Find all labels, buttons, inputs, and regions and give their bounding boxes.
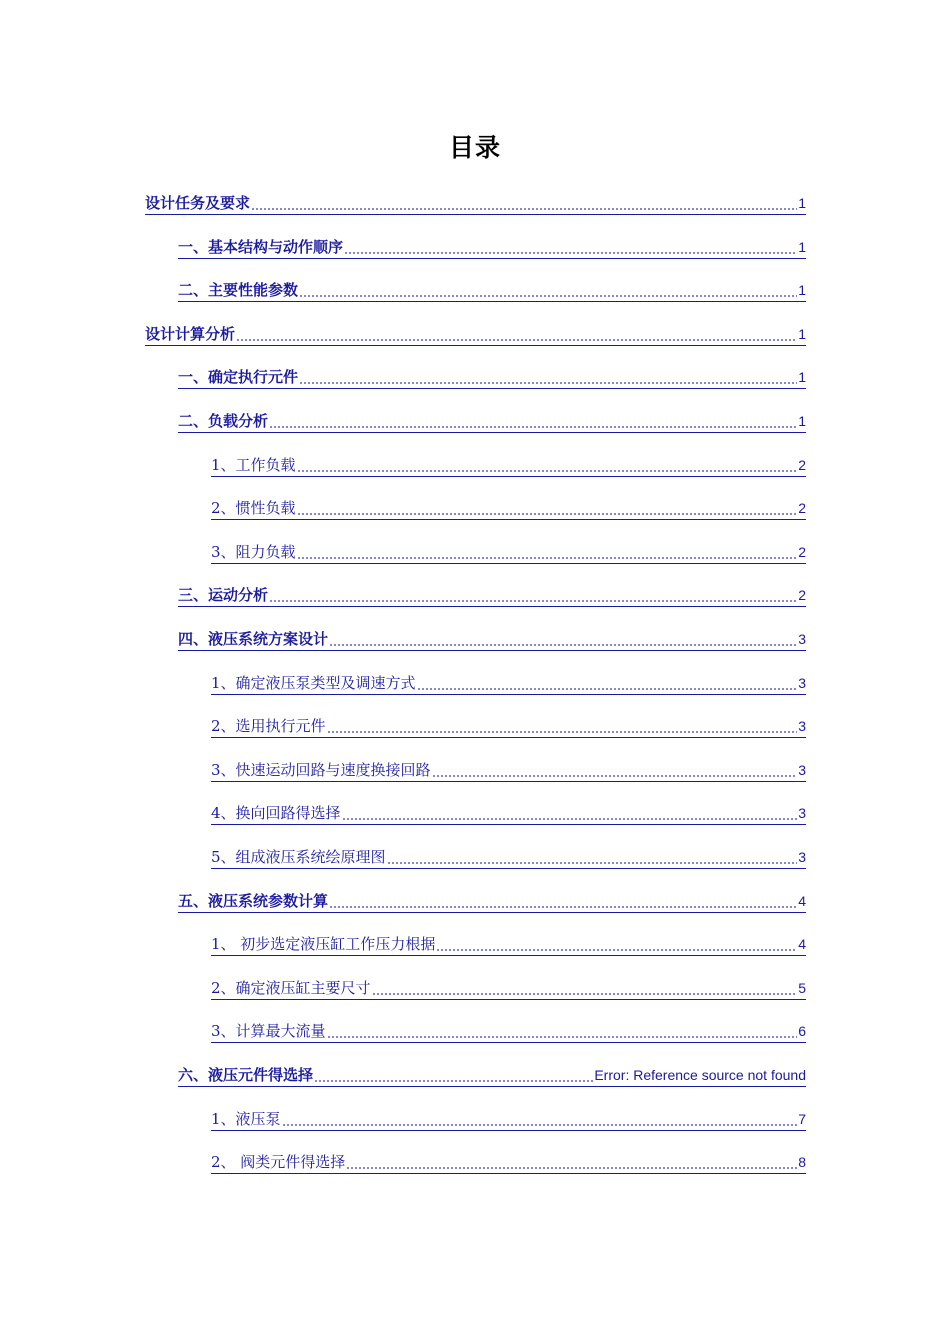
toc-dot-leader bbox=[299, 379, 797, 385]
toc-dot-leader bbox=[327, 1033, 798, 1039]
toc-entry-page-number: 1 bbox=[798, 326, 806, 342]
toc-dot-leader bbox=[327, 728, 798, 734]
toc-entry[interactable] bbox=[211, 1016, 806, 1043]
toc-entry-label: 五、液压系统参数计算 bbox=[178, 892, 329, 910]
toc-entry[interactable] bbox=[178, 886, 806, 913]
toc-dot-leader bbox=[236, 336, 797, 342]
toc-dot-leader bbox=[314, 1077, 593, 1083]
toc-entry[interactable] bbox=[211, 755, 806, 782]
toc-title: 目录 bbox=[448, 133, 501, 162]
toc-entry-page-number: 6 bbox=[798, 1023, 806, 1039]
toc-entry-page-number: 2 bbox=[798, 587, 806, 603]
toc-entry-page-number: 1 bbox=[798, 195, 806, 211]
toc-entry-page-number: 1 bbox=[798, 239, 806, 255]
toc-entry[interactable] bbox=[178, 362, 806, 389]
toc-entry-page-number: 1 bbox=[798, 413, 806, 429]
toc-entry[interactable] bbox=[178, 1060, 806, 1087]
toc-entry-page-number: 3 bbox=[798, 675, 806, 691]
toc-entry-page-number: 8 bbox=[798, 1154, 806, 1170]
toc-entry-label: 3、阻力负载 bbox=[211, 543, 296, 561]
toc-entry-label: 四、液压系统方案设计 bbox=[178, 630, 329, 648]
toc-entry[interactable] bbox=[211, 450, 806, 477]
toc-dot-leader bbox=[372, 990, 798, 996]
toc-entry-label: 1、 初步选定液压缸工作压力根据 bbox=[211, 935, 436, 953]
toc-entry[interactable] bbox=[211, 929, 806, 956]
toc-entry-page-number: 3 bbox=[798, 718, 806, 734]
toc-entry-page-number: 3 bbox=[798, 849, 806, 865]
toc-entry-page-number: 4 bbox=[798, 936, 806, 952]
toc-dot-leader bbox=[269, 597, 797, 603]
toc-dot-leader bbox=[329, 903, 797, 909]
toc-entry-page-number: 7 bbox=[798, 1111, 806, 1127]
toc-entry-label: 1、液压泵 bbox=[211, 1110, 281, 1128]
toc-dot-leader bbox=[417, 685, 798, 691]
toc-dot-leader bbox=[297, 467, 798, 473]
toc-dot-leader bbox=[329, 641, 797, 647]
toc-entry-page-number: 1 bbox=[798, 282, 806, 298]
toc-entry[interactable] bbox=[211, 1147, 806, 1174]
toc-entry[interactable] bbox=[178, 624, 806, 651]
toc-entry-label: 六、液压元件得选择 bbox=[178, 1066, 314, 1084]
toc-dot-leader bbox=[297, 510, 798, 516]
toc-entry[interactable] bbox=[211, 711, 806, 738]
toc-dot-leader bbox=[346, 1164, 797, 1170]
toc-entry-label: 2、选用执行元件 bbox=[211, 717, 326, 735]
toc-entry-label: 5、组成液压系统绘原理图 bbox=[211, 848, 386, 866]
toc-entry[interactable] bbox=[211, 1104, 806, 1131]
toc-entry-label: 2、确定液压缸主要尺寸 bbox=[211, 979, 371, 997]
toc-entry-page-number: 2 bbox=[798, 500, 806, 516]
toc-dot-leader bbox=[344, 249, 797, 255]
toc-entry[interactable] bbox=[211, 973, 806, 1000]
toc-entry-label: 一、确定执行元件 bbox=[178, 368, 299, 386]
toc-entry[interactable] bbox=[178, 580, 806, 607]
toc-entry-label: 2、 阀类元件得选择 bbox=[211, 1153, 346, 1171]
toc-entry-page-number: 2 bbox=[798, 544, 806, 560]
toc-dot-leader bbox=[269, 423, 797, 429]
toc-dot-leader bbox=[251, 205, 797, 211]
toc-entry[interactable] bbox=[145, 188, 806, 215]
toc-entry-page-number: Error: Reference source not found bbox=[594, 1067, 806, 1083]
toc-entry[interactable] bbox=[211, 537, 806, 564]
toc-entry-label: 设计计算分析 bbox=[145, 325, 236, 343]
toc-entry[interactable] bbox=[178, 275, 806, 302]
toc-entry-label: 1、工作负载 bbox=[211, 456, 296, 474]
toc-entry-label: 2、惯性负载 bbox=[211, 499, 296, 517]
toc-entry-label: 二、主要性能参数 bbox=[178, 281, 299, 299]
toc-entry-page-number: 3 bbox=[798, 805, 806, 821]
toc-entry-label: 1、确定液压泵类型及调速方式 bbox=[211, 674, 416, 692]
toc-entry-page-number: 5 bbox=[798, 980, 806, 996]
toc-dot-leader bbox=[299, 292, 797, 298]
toc-entry[interactable] bbox=[211, 842, 806, 869]
toc-entry-label: 4、换向回路得选择 bbox=[211, 804, 341, 822]
toc-entry-page-number: 4 bbox=[798, 893, 806, 909]
toc-dot-leader bbox=[282, 1121, 798, 1127]
toc-entry-label: 一、基本结构与动作顺序 bbox=[178, 238, 344, 256]
toc-entry[interactable] bbox=[145, 319, 806, 346]
toc-dot-leader bbox=[297, 554, 798, 560]
toc-entry-page-number: 3 bbox=[798, 762, 806, 778]
toc-entry[interactable] bbox=[211, 493, 806, 520]
toc-entry[interactable] bbox=[178, 406, 806, 433]
toc-entry-label: 设计任务及要求 bbox=[145, 194, 251, 212]
toc-entry-page-number: 3 bbox=[798, 631, 806, 647]
toc-entry[interactable] bbox=[211, 668, 806, 695]
toc-dot-leader bbox=[342, 815, 798, 821]
toc-entry-label: 3、计算最大流量 bbox=[211, 1022, 326, 1040]
toc-entry-page-number: 1 bbox=[798, 369, 806, 385]
toc-entry[interactable] bbox=[211, 798, 806, 825]
toc-entry-label: 三、运动分析 bbox=[178, 586, 269, 604]
toc-entry-label: 二、负载分析 bbox=[178, 412, 269, 430]
toc-entry[interactable] bbox=[178, 232, 806, 259]
toc-dot-leader bbox=[387, 859, 798, 865]
toc-dot-leader bbox=[432, 772, 798, 778]
toc-dot-leader bbox=[436, 946, 797, 952]
toc-entry-page-number: 2 bbox=[798, 457, 806, 473]
toc-entry-label: 3、快速运动回路与速度换接回路 bbox=[211, 761, 431, 779]
